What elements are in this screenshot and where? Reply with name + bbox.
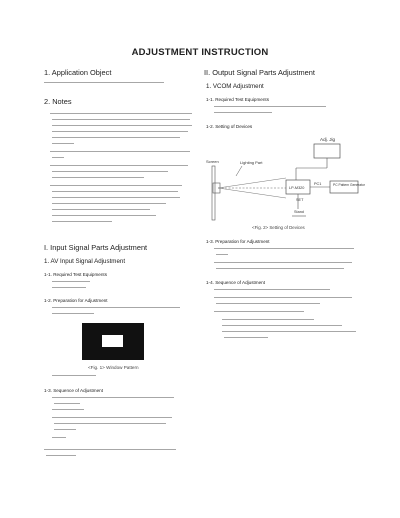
adj-jig-label: Adj. Jig <box>320 137 336 142</box>
stand-label: Stand <box>294 210 304 214</box>
screen-label: Screen <box>206 159 219 164</box>
window-pattern-center <box>102 335 123 347</box>
heading-sequence: 1-3. Sequence of Adjustment <box>44 388 103 393</box>
heading-preparation: 1-2. Preparation for Adjustment <box>44 298 108 303</box>
adj-jig-box <box>314 144 340 158</box>
section-input-signal: I. Input Signal Parts Adjustment <box>44 243 148 252</box>
section-output-signal: II. Output Signal Parts Adjustment <box>204 68 315 77</box>
device-label: LP-M320 <box>289 186 305 190</box>
heading-required-equipment-right: 1-1. Required Test Equipments <box>206 97 269 102</box>
subsection-vcom: 1. VCOM Adjustment <box>206 83 264 90</box>
section-application-object: 1. Application Object <box>44 68 112 77</box>
lighting-part-label: Lighting Part <box>240 160 263 165</box>
figure-2-caption: <Fig. 2> Setting of Devices <box>252 225 305 230</box>
page-title: ADJUSTMENT INSTRUCTION <box>131 47 269 58</box>
section-notes: 2. Notes <box>44 97 72 106</box>
window-pattern-figure <box>82 323 144 360</box>
pc-pattern-generator-label: PC Pattern Generator <box>333 183 365 187</box>
heading-setting-devices: 1-2. Setting of Devices <box>206 124 253 129</box>
pc-label: PC1 <box>314 182 322 186</box>
heading-sequence-right: 1-4. Sequence of Adjustment <box>206 280 265 285</box>
text-line <box>44 82 164 83</box>
set-label: SET <box>296 198 304 202</box>
subsection-av-input: 1. AV Input Signal Adjustment <box>44 258 126 265</box>
heading-required-equipment: 1-1. Required Test Equipments <box>44 272 107 277</box>
setting-of-devices-diagram <box>200 132 365 232</box>
figure-1-caption: <Fig. 1> Window Pattern <box>88 365 139 370</box>
heading-preparation-right: 1-3. Preparation for Adjustment <box>206 239 270 244</box>
